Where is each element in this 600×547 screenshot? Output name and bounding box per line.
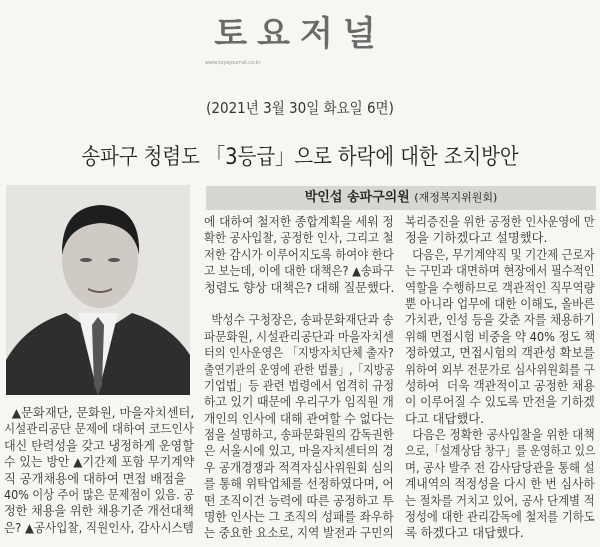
text-line: 점을 설명하고, 송파문화원의 감독권한 [204,428,394,443]
text-line: 40% 이상 주어 많은 문제점이 있음. 공 [4,487,195,502]
text-line: 개인의 인사에 대해 관여할 수 없다는 [204,411,394,426]
text-line: 다고 대답했다. [405,411,485,426]
text-line: 청렴도 향상 대책은? 대해 질문했다. [204,280,395,295]
text-line: 고 보는데, 이에 대한 대책은? ▲송파구 [204,264,394,279]
text-line: 우 공개경쟁과 적격자심사위원회 심의 [204,460,394,475]
text-line: 하고 있기 때문에 우리구가 임직원 개 [204,395,394,410]
text-line: 는 절차를 거치고 있어, 공사 단계별 적 [405,493,595,508]
author-photo [6,185,190,395]
text-line: 가치관, 인성 등을 갖춘 자를 채용하기 [405,313,595,328]
text-line: 출연기관의 운영에 관한 법률」,「지방공 [204,362,395,377]
article-column-2 [204,214,394,542]
text-line: 위해 면접시험 비중을 약 40% 정도 책 [405,329,596,344]
text-line: 박성수 구청장은, 송파문화재단과 송 [204,313,394,328]
text-line: 계내역의 적정성을 다시 한 번 심사하 [405,477,595,492]
newspaper-masthead: 토요저널 [214,14,386,54]
article-headline: 송파구 청렴도 「3등급」으로 하락에 대한 조치방안 [81,145,519,170]
text-line: 시설관리공단 문제에 대하여 코드인사 [4,422,194,437]
text-line: 대신 탄력성을 갖고 냉정하게 운영할 [4,438,194,453]
publication-date: (2021년 3월 30일 화요일 6면) [206,99,394,117]
text-line: 성하여 더욱 객관적이고 공정한 채용 [405,378,595,393]
text-line: 뿐 아니라 업무에 대한 이해도, 올바른 [405,296,595,311]
text-line: 며, 공사 발주 전 감사담당관을 통해 설 [405,460,595,475]
text-line: 는 구민과 대면하며 현장에서 필수적인 [405,264,595,279]
author-affiliation: (재정복지위원회) [414,191,498,204]
text-line: 정한 채용을 위한 채용기준 개선대책 [4,504,194,519]
text-line: 파문화원, 시설관리공단과 마을자치센 [204,329,394,344]
text-line: 확한 공사입찰, 공정한 인사, 그리고 철 [204,231,394,246]
text-line: 다음은, 무기계약직 및 기간제 근로자 [405,247,595,262]
text-line: ▲문화재단, 문화원, 마을자치센터, [4,406,195,420]
text-line: 떤 조직이건 능력에 따른 공정하고 투 [204,493,394,508]
text-line: 정성에 대한 관리감독에 철저를 기하도 [405,510,595,525]
author-name: 박인섭 송파구의원 [304,190,410,205]
text-line: 다음은 정확한 공사입찰을 위한 대책 [405,428,595,443]
article-column-1 [4,405,194,536]
text-line: 복리증진을 위한 공정한 인사운영에 만 [405,215,595,229]
text-line: 록 하겠다고 대답했다. [405,526,524,541]
text-line: 기업법」등 관련 법령에서 엄격히 규정 [204,378,395,393]
text-line: 으로,「설계상담 창구」를 운영하고 있으 [405,444,596,459]
text-line: 이 이루어질 수 있도록 만전을 기하겠 [405,395,595,410]
text-line: 역할을 수행하므로 객관적인 직무역량 [405,280,595,295]
text-line: 직 공개채용에 대하여 면접 배점을 [4,471,186,486]
text-line: 에 대하여 철저한 종합계획을 세워 정 [204,215,394,229]
text-line: 저한 감시가 이루어지도록 하여야 한다 [204,247,394,262]
masthead-url: www.toyojournal.co.kr [205,60,261,66]
text-line: 를 통해 위탁업체를 선정하였다며, 어 [204,477,394,492]
text-line: 수 있는 방안 ▲기간제 포함 무기계약 [4,455,195,470]
text-line: 터의 인사운영은 「지방자치단체 출자? [204,346,394,361]
text-line: 명한 인사는 그 조직의 성패를 좌우하 [204,510,394,525]
text-line: 은 서울시에 있고, 마을자치센터의 경 [204,444,394,459]
text-line: 정을 기하겠다고 설명했다. [405,231,548,246]
text-line: 정하였고, 면접시험의 객관성 확보를 [405,346,595,361]
text-line: 위하여 외부 전문가로 심사위원회를 구 [405,362,595,377]
text-line: 는 중요한 요소로, 지역 발전과 구민의 [204,526,394,541]
text-line: 은? ▲공사입찰, 직원인사, 감사시스템 [4,520,194,535]
article-column-3 [405,214,595,542]
author-byline [206,186,596,210]
